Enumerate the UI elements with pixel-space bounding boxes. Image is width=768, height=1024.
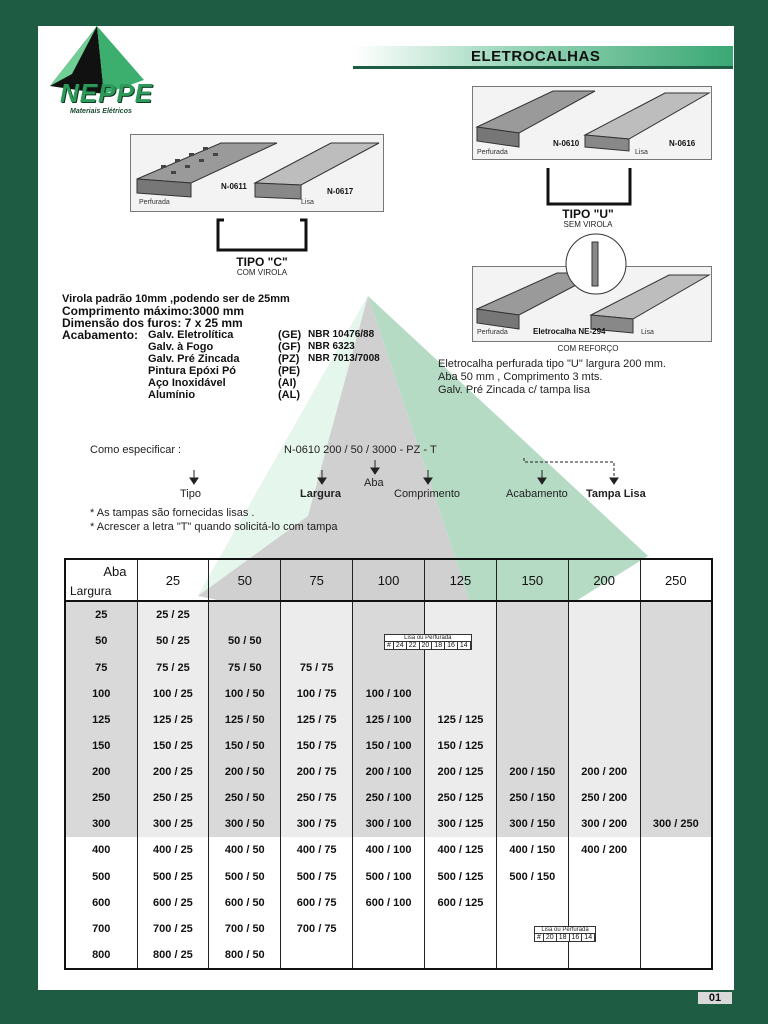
table-cell: 600 / 75	[281, 890, 353, 916]
table-cell: 125 / 50	[209, 707, 281, 733]
table-cell	[640, 601, 712, 628]
table-cell: 400 / 25	[137, 837, 209, 863]
table-cell	[209, 601, 281, 628]
desc-line: Eletrocalha perfurada tipo "U" largura 200 mm.	[438, 358, 666, 370]
legend-value: 14	[582, 934, 595, 941]
table-cell: 400 / 50	[209, 837, 281, 863]
header-aba-value: 50	[209, 559, 281, 601]
finish-norm: NBR 7013/7008	[308, 353, 380, 364]
table-cell: 250 / 100	[353, 785, 425, 811]
table-cell: 500 / 125	[425, 863, 497, 889]
legend-value: 14	[458, 642, 471, 649]
table-cell	[568, 681, 640, 707]
finish-code: (PE)	[278, 365, 300, 377]
code-n0610: N-0610	[553, 139, 580, 148]
table-cell: 250 / 200	[568, 785, 640, 811]
desc-line: Aba 50 mm , Comprimento 3 mts.	[438, 371, 603, 383]
table-cell	[640, 759, 712, 785]
table-cell: 200 / 25	[137, 759, 209, 785]
table-cell: 200 / 75	[281, 759, 353, 785]
dimension-table	[64, 558, 713, 970]
table-row	[65, 785, 712, 811]
finish-name: Galv. à Fogo	[148, 341, 214, 353]
table-cell: 75 / 50	[209, 654, 281, 680]
table-cell: 700 / 25	[137, 916, 209, 942]
tipo-c-title: TIPO "C"	[236, 255, 288, 269]
row-largura: 250	[65, 785, 137, 811]
table-cell	[281, 942, 353, 969]
row-largura: 25	[65, 601, 137, 628]
table-cell: 50 / 25	[137, 628, 209, 654]
table-cell: 300 / 100	[353, 811, 425, 837]
table-cell: 300 / 150	[496, 811, 568, 837]
row-largura: 125	[65, 707, 137, 733]
table-cell: 250 / 50	[209, 785, 281, 811]
table-cell: 500 / 75	[281, 863, 353, 889]
table-row	[65, 601, 712, 628]
table-cell	[640, 654, 712, 680]
part-comprimento: Comprimento	[394, 488, 461, 500]
code-n0611: N-0611	[221, 182, 247, 191]
table-cell: 75 / 25	[137, 654, 209, 680]
table-cell: 500 / 150	[496, 863, 568, 889]
part-acabamento: Acabamento	[506, 488, 568, 500]
legend-value: #	[535, 934, 544, 941]
table-cell: 200 / 200	[568, 759, 640, 785]
table-cell	[496, 628, 568, 654]
table-cell: 400 / 75	[281, 837, 353, 863]
table-cell: 125 / 100	[353, 707, 425, 733]
table-cell: 300 / 25	[137, 811, 209, 837]
finish-code: (AI)	[278, 377, 297, 389]
table-header-row	[65, 559, 712, 601]
table-cell	[425, 601, 497, 628]
table-cell: 150 / 25	[137, 733, 209, 759]
page-title: ELETROCALHAS	[471, 48, 601, 65]
row-largura: 150	[65, 733, 137, 759]
row-largura: 700	[65, 916, 137, 942]
tipo-c-subtitle: COM VIROLA	[236, 268, 288, 277]
table-cell: 400 / 100	[353, 837, 425, 863]
row-largura: 75	[65, 654, 137, 680]
table-cell: 500 / 25	[137, 863, 209, 889]
table-cell	[496, 681, 568, 707]
table-cell: 50 / 50	[209, 628, 281, 654]
table-cell: 100 / 75	[281, 681, 353, 707]
finish-name: Galv. Pré Zincada	[148, 353, 240, 365]
cable-tray-u-icon	[473, 87, 711, 159]
row-largura: 100	[65, 681, 137, 707]
code-n0617: N-0617	[327, 187, 354, 196]
table-row	[65, 681, 712, 707]
table-cell: 150 / 50	[209, 733, 281, 759]
table-cell	[425, 681, 497, 707]
table-cell	[640, 707, 712, 733]
header-aba-value: 150	[496, 559, 568, 601]
howto-example: N-0610 200 / 50 / 3000 - PZ - T	[284, 444, 437, 456]
table-row	[65, 837, 712, 863]
header-aba-value: 25	[137, 559, 209, 601]
row-largura: 200	[65, 759, 137, 785]
part-tampa-lisa: Tampa Lisa	[586, 488, 646, 500]
label-lisa-r: Lisa	[641, 329, 654, 336]
page-number: 01	[698, 992, 732, 1004]
label-lisa-u: Lisa	[635, 149, 648, 156]
tipo-u-photo	[472, 86, 712, 160]
finish-code: (PZ)	[278, 353, 300, 365]
table-cell	[496, 654, 568, 680]
table-cell: 600 / 100	[353, 890, 425, 916]
header-largura: Largura	[70, 584, 112, 599]
table-cell: 250 / 125	[425, 785, 497, 811]
legend-value: 16	[570, 934, 583, 941]
reforco-subtitle: COM REFORÇO	[557, 344, 619, 353]
table-cell	[353, 942, 425, 969]
gauge-legend-1	[384, 634, 472, 650]
table-cell: 25 / 25	[137, 601, 209, 628]
table-cell: 150 / 125	[425, 733, 497, 759]
header-aba-value: 75	[281, 559, 353, 601]
logo-text: NEPPE	[60, 78, 154, 108]
table-cell	[425, 654, 497, 680]
legend-value: 16	[445, 642, 458, 649]
legend-value: #	[385, 642, 394, 649]
header-aba-value: 125	[425, 559, 497, 601]
title-bar	[353, 46, 733, 69]
table-cell: 500 / 100	[353, 863, 425, 889]
finish-name: Alumínio	[148, 389, 196, 401]
table-cell: 300 / 50	[209, 811, 281, 837]
table-row	[65, 890, 712, 916]
legend-values	[385, 642, 471, 649]
table-cell: 400 / 150	[496, 837, 568, 863]
label-lisa: Lisa	[301, 199, 314, 206]
table-cell	[568, 863, 640, 889]
table-cell	[568, 601, 640, 628]
finish-code: (GE)	[278, 329, 302, 341]
table-cell: 300 / 75	[281, 811, 353, 837]
table-row	[65, 916, 712, 942]
table-row	[65, 942, 712, 969]
table-cell: 150 / 75	[281, 733, 353, 759]
legend-title: Lisa ou Perfurada	[535, 927, 595, 934]
code-n0616: N-0616	[669, 139, 696, 148]
legend-value: 20	[420, 642, 433, 649]
legend-value: 22	[407, 642, 420, 649]
spec-acabamento-label: Acabamento:	[62, 328, 139, 342]
header-aba-value: 250	[640, 559, 712, 601]
part-largura: Largura	[300, 488, 341, 500]
table-row	[65, 811, 712, 837]
code-ne294: Eletrocalha NE-294	[533, 327, 606, 336]
label-perfurada-u: Perfurada	[477, 149, 508, 156]
table-cell	[281, 628, 353, 654]
table-cell	[425, 942, 497, 969]
header-aba-value: 200	[568, 559, 640, 601]
reforco-detail-icon	[564, 232, 628, 296]
howto-arrows-icon	[178, 456, 628, 488]
table-cell: 250 / 25	[137, 785, 209, 811]
table-cell: 100 / 50	[209, 681, 281, 707]
table-cell	[353, 601, 425, 628]
row-largura: 600	[65, 890, 137, 916]
table-cell: 800 / 25	[137, 942, 209, 969]
label-perfurada-r: Perfurada	[477, 329, 508, 336]
finish-name: Aço Inoxidável	[148, 377, 226, 389]
note-letra-t: * Acrescer a letra "T" quando solicitá-lo com tampa	[90, 521, 338, 533]
table-cell	[568, 942, 640, 969]
table-cell	[496, 601, 568, 628]
tipo-u-profile-icon	[544, 166, 634, 208]
table-cell: 200 / 50	[209, 759, 281, 785]
table-cell	[640, 916, 712, 942]
table-cell: 125 / 25	[137, 707, 209, 733]
table-cell	[425, 916, 497, 942]
header-aba: Aba	[103, 564, 127, 579]
legend-title: Lisa ou Perfurada	[385, 635, 471, 642]
legend-value: 18	[557, 934, 570, 941]
table-cell	[640, 733, 712, 759]
table-cell	[496, 890, 568, 916]
table-cell	[281, 601, 353, 628]
row-largura: 500	[65, 863, 137, 889]
finish-code: (GF)	[278, 341, 301, 353]
table-cell	[640, 837, 712, 863]
table-cell: 400 / 200	[568, 837, 640, 863]
desc-line: Galv. Pré Zincada c/ tampa lisa	[438, 384, 591, 396]
table-cell	[496, 707, 568, 733]
table-cell: 125 / 75	[281, 707, 353, 733]
table-cell	[496, 942, 568, 969]
table-cell: 300 / 125	[425, 811, 497, 837]
header-aba-value: 100	[353, 559, 425, 601]
gauge-legend-2	[534, 926, 596, 942]
label-perfurada: Perfurada	[139, 199, 170, 206]
legend-values	[535, 934, 595, 941]
table-cell: 75 / 75	[281, 654, 353, 680]
example-description	[438, 358, 666, 397]
table-cell: 250 / 150	[496, 785, 568, 811]
table-cell	[640, 942, 712, 969]
table-cell: 100 / 25	[137, 681, 209, 707]
table-cell	[568, 654, 640, 680]
legend-value: 24	[394, 642, 407, 649]
table-cell: 600 / 125	[425, 890, 497, 916]
spec-comprimento: Comprimento máximo:3000 mm	[62, 304, 245, 318]
tipo-c-profile-icon	[214, 212, 310, 256]
table-cell: 800 / 50	[209, 942, 281, 969]
finish-code: (AL)	[278, 389, 300, 401]
tipo-u-title: TIPO "U"	[562, 207, 614, 221]
row-largura: 300	[65, 811, 137, 837]
table-cell	[640, 681, 712, 707]
row-largura: 50	[65, 628, 137, 654]
finish-name: Galv. Eletrolítica	[148, 329, 234, 341]
catalog-page	[38, 26, 734, 990]
table-row	[65, 654, 712, 680]
table-cell: 200 / 125	[425, 759, 497, 785]
table-cell: 600 / 50	[209, 890, 281, 916]
table-cell	[496, 733, 568, 759]
table-cell: 700 / 50	[209, 916, 281, 942]
finish-norm: NBR 6323	[308, 341, 355, 352]
legend-value: 18	[432, 642, 445, 649]
table-cell: 300 / 200	[568, 811, 640, 837]
part-tipo: Tipo	[180, 488, 201, 500]
table-row	[65, 863, 712, 889]
table-cell	[353, 916, 425, 942]
row-largura: 800	[65, 942, 137, 969]
finish-name: Pintura Epóxi Pó	[148, 365, 237, 377]
table-cell	[568, 628, 640, 654]
table-cell: 250 / 75	[281, 785, 353, 811]
table-cell	[568, 733, 640, 759]
howto-label: Como especificar :	[90, 444, 182, 456]
table-row	[65, 733, 712, 759]
table-row	[65, 759, 712, 785]
table-cell: 300 / 250	[640, 811, 712, 837]
table-body	[65, 601, 712, 969]
spec-virola: Virola padrão 10mm ,podendo ser de 25mm	[62, 293, 290, 305]
header-corner	[65, 559, 137, 601]
table-cell: 150 / 100	[353, 733, 425, 759]
table-cell	[640, 785, 712, 811]
table-cell	[568, 890, 640, 916]
spec-furos: Dimensão dos furos: 7 x 25 mm	[62, 316, 243, 330]
note-tampas: * As tampas são fornecidas lisas .	[90, 507, 255, 519]
table-cell	[640, 863, 712, 889]
table-cell	[353, 654, 425, 680]
logo-subtitle: Materiais Elétricos	[70, 108, 132, 115]
finish-norm: NBR 10476/88	[308, 329, 375, 340]
table-cell: 600 / 25	[137, 890, 209, 916]
table-cell: 700 / 75	[281, 916, 353, 942]
tipo-c-photo	[130, 134, 384, 212]
legend-value: 20	[544, 934, 557, 941]
table-cell: 400 / 125	[425, 837, 497, 863]
table-cell: 100 / 100	[353, 681, 425, 707]
table-cell	[640, 890, 712, 916]
table-cell	[568, 707, 640, 733]
table-cell: 200 / 150	[496, 759, 568, 785]
table-cell: 500 / 50	[209, 863, 281, 889]
table-row	[65, 707, 712, 733]
row-largura: 400	[65, 837, 137, 863]
part-aba: Aba	[364, 477, 384, 489]
table-cell: 125 / 125	[425, 707, 497, 733]
table-cell: 200 / 100	[353, 759, 425, 785]
tipo-u-subtitle: SEM VIROLA	[563, 220, 613, 229]
table-cell	[640, 628, 712, 654]
